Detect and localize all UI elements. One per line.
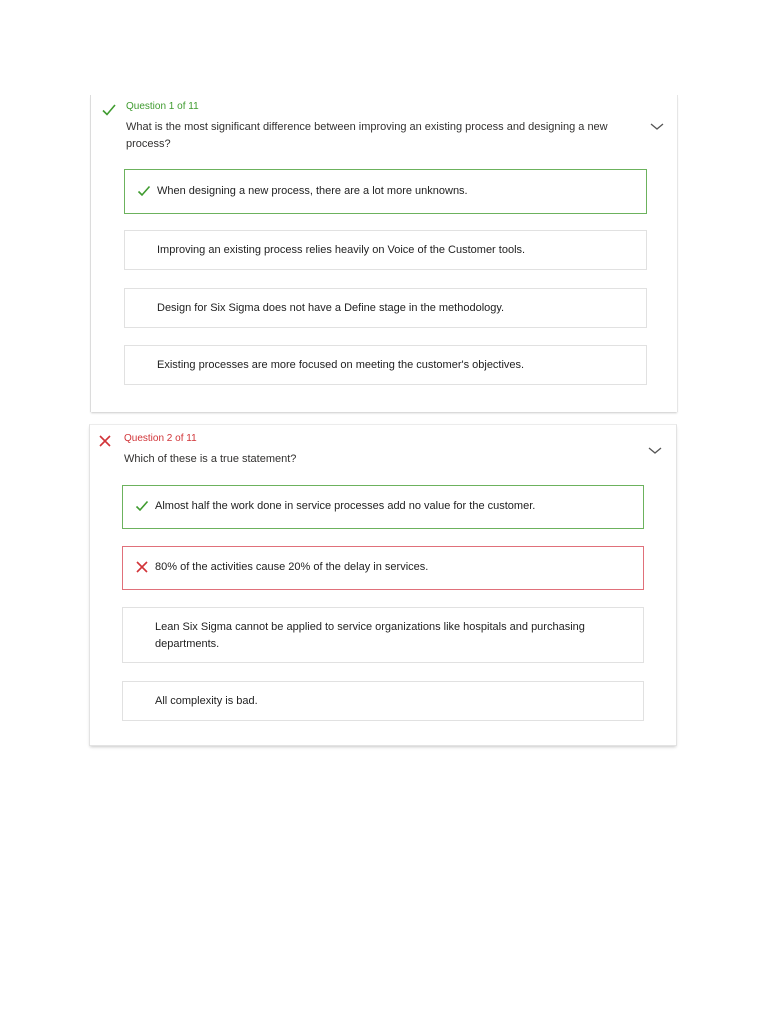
question-number: Question 1 of 11 [126, 101, 199, 112]
cross-icon [97, 433, 113, 449]
answer-option[interactable] [122, 607, 644, 663]
answer-label: Almost half the work done in service processes add no value for the customer. [155, 500, 536, 512]
cross-icon [135, 560, 149, 574]
answer-option[interactable] [122, 681, 644, 721]
answer-option[interactable] [122, 546, 644, 590]
answer-option[interactable] [124, 345, 647, 385]
question-card-1 [90, 95, 678, 412]
answer-label: When designing a new process, there are a lot more unknowns. [157, 185, 468, 197]
checkmark-icon [137, 184, 151, 198]
question-number: Question 2 of 11 [124, 433, 197, 444]
answer-option[interactable] [124, 288, 647, 328]
answer-label: 80% of the activities cause 20% of the delay in services. [155, 561, 429, 573]
answer-label: Existing processes are more focused on meeting the customer's objectives. [157, 359, 525, 371]
answer-label: Design for Six Sigma does not have a Define stage in the methodology. [157, 302, 505, 314]
chevron-down-icon[interactable] [649, 122, 665, 132]
chevron-down-icon[interactable] [647, 446, 663, 456]
answer-option[interactable] [124, 230, 647, 270]
question-text: What is the most significant difference between improving an existing process and designing a new process? [126, 121, 608, 150]
answer-label: Lean Six Sigma cannot be applied to service organizations like hospitals and purchasing departments. [155, 621, 585, 650]
answer-option[interactable] [124, 169, 647, 214]
checkmark-icon [101, 102, 117, 118]
question-text: Which of these is a true statement? [124, 453, 297, 465]
answer-option[interactable] [122, 485, 644, 529]
question-card-2 [89, 424, 677, 746]
answer-label: Improving an existing process relies heavily on Voice of the Customer tools. [157, 244, 526, 256]
answer-label: All complexity is bad. [155, 695, 258, 707]
checkmark-icon [135, 499, 149, 513]
